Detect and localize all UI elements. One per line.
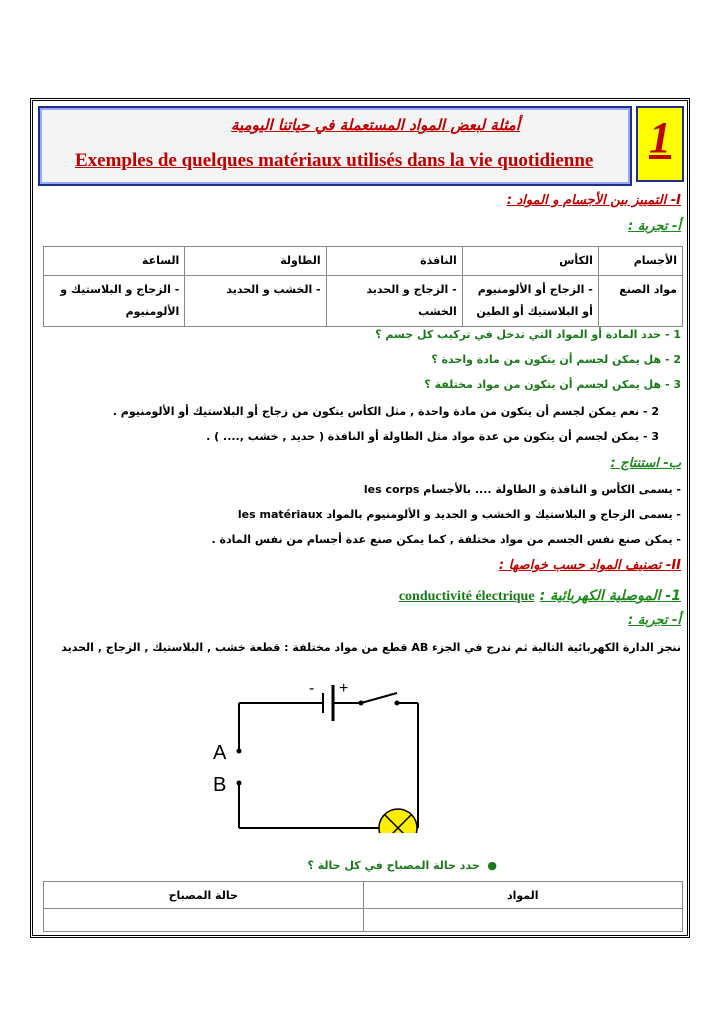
conclusion-1: - يسمى الكأس و النافذة و الطاولة .... بالأجسام les corps bbox=[363, 483, 681, 496]
section2-heading: II- تصنيف المواد حسب خواصها : bbox=[498, 558, 681, 573]
conclusion-heading: ب- استنتاج : bbox=[610, 456, 681, 471]
header bbox=[38, 106, 683, 184]
conclusion-3: - يمكن صنع نفس الجسم من مواد مختلفة , كما يمكن صنع عدة أجسام من نفس المادة . bbox=[211, 533, 681, 546]
circuit-diagram bbox=[211, 673, 431, 833]
title-arabic: أمثلة لبعض المواد المستعملة في حياتنا اليومية bbox=[231, 116, 520, 134]
section1-experiment-heading: أ- تجربة : bbox=[627, 219, 681, 234]
table-row bbox=[44, 247, 683, 276]
table-cell: الطاولة bbox=[185, 247, 326, 276]
table-header-lamp-state: حالة المصباح bbox=[44, 882, 364, 909]
table-row bbox=[44, 276, 683, 327]
table-cell: الكأس bbox=[462, 247, 598, 276]
table-cell bbox=[363, 909, 683, 932]
bullet-question bbox=[308, 859, 497, 872]
lamp bbox=[379, 809, 417, 833]
table-cell: - الزجاج و البلاستيك و الألومنيوم bbox=[44, 276, 185, 327]
table-row bbox=[44, 882, 683, 909]
conductivity-heading bbox=[399, 585, 681, 605]
answer-3: 3 - يمكن لجسم أن يتكون من عدة مواد مثل الطاولة أو النافذة ( حديد , خشب ,.... ) . bbox=[206, 430, 659, 443]
lesson-number: 1 bbox=[649, 113, 671, 162]
answer-2: 2 - نعم يمكن لجسم أن يتكون من مادة واحدة , مثل الكأس يتكون من زجاج أو البلاستيك أو الألومنيوم . bbox=[112, 405, 659, 418]
label-a: A bbox=[213, 742, 227, 764]
table-cell: الأجسام bbox=[598, 247, 682, 276]
switch-contact-right bbox=[395, 701, 400, 706]
terminal-b bbox=[237, 781, 242, 786]
label-b: B bbox=[213, 774, 227, 796]
lamp-state-table bbox=[43, 881, 683, 932]
battery-minus-label: - bbox=[309, 680, 315, 697]
circuit-instruction: ننجز الدارة الكهربائية التالية ثم ندرج في الجزء AB قطع من مواد مختلفة : قطعة خشب , البلاستيك , الزجاج , الحديد bbox=[61, 641, 681, 654]
table-row bbox=[44, 909, 683, 932]
title-box bbox=[38, 106, 632, 186]
question-3: 3 - هل يمكن لجسم أن يتكون من مواد مختلفة ؟ bbox=[424, 378, 681, 391]
lesson-number-box bbox=[636, 106, 684, 182]
table-cell: مواد الصنع bbox=[598, 276, 682, 327]
table-cell: الساعة bbox=[44, 247, 185, 276]
table-cell: النافذة bbox=[326, 247, 462, 276]
switch-contact-left bbox=[359, 701, 364, 706]
table-cell: - الزجاج أو الألومنيوم أو البلاستيك أو الطين bbox=[462, 276, 598, 327]
worksheet-page bbox=[30, 98, 690, 938]
conductivity-arabic: 1- الموصلية الكهربائية : bbox=[539, 588, 681, 604]
conclusion-2: - يسمى الزجاج و البلاستيك و الخشب و الحديد و الألومنيوم بالمواد les matériaux bbox=[237, 508, 681, 521]
conductivity-french: conductivité électrique bbox=[398, 589, 535, 604]
section1-heading: I- التمييز بين الأجسام و المواد : bbox=[506, 193, 681, 208]
table-cell: - الخشب و الحديد bbox=[185, 276, 326, 327]
table-cell bbox=[44, 909, 364, 932]
question-1: 1 - حدد المادة أو المواد التي تدخل في تركيب كل جسم ؟ bbox=[375, 328, 681, 341]
terminal-a bbox=[237, 749, 242, 754]
title-french: Exemples de quelques matériaux utilisés dans la vie quotidienne bbox=[75, 150, 594, 171]
objects-materials-table bbox=[43, 246, 683, 327]
section2-experiment-heading: أ- تجربة : bbox=[627, 613, 681, 628]
bullet-dot: ● bbox=[479, 859, 497, 872]
question-2: 2 - هل يمكن لجسم أن يتكون من مادة واحدة ؟ bbox=[431, 353, 681, 366]
battery-plus-label: + bbox=[339, 680, 349, 697]
table-cell: - الزجاج و الحديد الخشب bbox=[326, 276, 462, 327]
switch-lever bbox=[361, 693, 397, 703]
table-header-materials: المواد bbox=[363, 882, 683, 909]
bullet-question-text: حدد حالة المصباح في كل حالة ؟ bbox=[307, 859, 480, 872]
